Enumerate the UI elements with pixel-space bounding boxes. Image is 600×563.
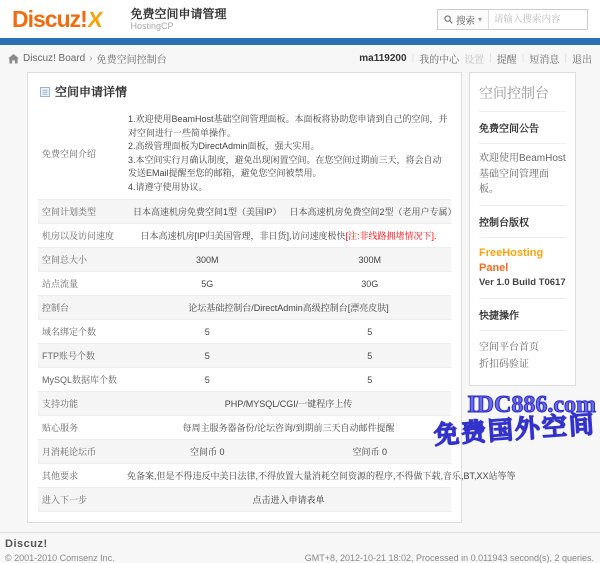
breadcrumb-row — [0, 45, 600, 70]
row-value: 300M — [358, 254, 381, 265]
row-label: 机房以及访问速度 — [42, 231, 115, 241]
page-subtitle: HostingCP — [130, 20, 174, 31]
breadcrumb-site-link[interactable]: Discuz! Board — [23, 53, 86, 64]
row-value: 日本高速机房免费空间1型（美国IP） — [132, 207, 282, 217]
sidebar-title: 空间控制台 — [479, 79, 566, 112]
footer-brand[interactable]: Discuz! — [5, 538, 48, 550]
row-value: 日本高速机房[IP归美国管理，非日货],访问速度极快[注:非线路拥堵情况下]. — [140, 231, 437, 241]
table-row — [38, 440, 451, 464]
row-label: 贴心服务 — [42, 423, 79, 433]
section-title: 空间申请详情 — [55, 85, 128, 99]
row-value: 5 — [204, 326, 210, 337]
row-label: 月消耗论坛币 — [42, 447, 97, 457]
logo-x-icon: X — [86, 6, 105, 32]
breadcrumb-current-link[interactable]: 免费空间控制台 — [96, 55, 167, 66]
row-value: 5 — [367, 350, 373, 361]
nav-bar — [0, 38, 600, 45]
table-row-intro — [38, 108, 451, 200]
row-label: MySQL数据库个数 — [42, 375, 118, 385]
row-label: 域名绑定个数 — [42, 327, 97, 337]
page-title-block — [130, 8, 226, 31]
sidebar-heading-notice: 免费空间公告 — [479, 112, 566, 144]
footer-meta: GMT+8, 2012-10-21 18:02, Processed in 0.011943 second(s), 2 queries. — [304, 553, 594, 563]
sidebar-heading-quick: 快捷操作 — [479, 299, 566, 331]
divider: | — [489, 53, 492, 64]
row-label: 免费空间介绍 — [42, 149, 97, 159]
footer — [0, 533, 600, 563]
chevron-down-icon: ▾ — [477, 15, 482, 24]
row-value: 免备案,但是不得违反中美日法律,不得放置大量消耗空间资源的程序,不得做下载,音乐,BT,XX站等等 — [127, 471, 516, 481]
row-value: 5 — [204, 374, 210, 385]
row-label: 进入下一步 — [42, 495, 88, 505]
row-value: 5G — [201, 278, 214, 289]
row-label: 空间总大小 — [42, 255, 88, 265]
table-row — [38, 488, 451, 512]
row-value: 5 — [367, 326, 373, 337]
intro-line: 4.请遵守使用协议。 — [128, 181, 208, 192]
footer-copyright: © 2001-2010 Comsenz Inc. — [5, 553, 115, 563]
notice-link[interactable]: 提醒 — [496, 55, 517, 66]
search-label: 搜索 — [455, 15, 475, 27]
sidebar-link-discount[interactable]: 折扣码验证 — [479, 358, 529, 370]
search-scope-button[interactable] — [438, 10, 489, 29]
row-value: 论坛基础控制台/DirectAdmin高级控制台[漂亮皮肤] — [188, 303, 389, 313]
sidebar-heading-copyright: 控制台版权 — [479, 206, 566, 238]
watermark-domain: IDC886.com — [467, 392, 596, 418]
sidebar — [469, 72, 576, 386]
intro-line: 3.本空间实行月确认制度，避免出现闲置空间。在您空间过期前三天，将会自动发送EMail提醒至您的邮箱，避免您空间被禁用。 — [128, 154, 442, 178]
sidebar-link-home[interactable]: 空间平台首页 — [479, 341, 539, 353]
table-row — [38, 224, 451, 248]
warning-note: [注:非线路拥堵情况下]. — [345, 231, 437, 241]
table-row — [38, 296, 451, 320]
username-link[interactable]: ma119200 — [359, 53, 407, 64]
pm-link[interactable]: 短消息 — [529, 55, 560, 66]
settings-link[interactable]: 设置 — [464, 55, 485, 66]
table-row — [38, 272, 451, 296]
row-value: 5 — [204, 350, 210, 361]
panel-brand-2: Panel — [479, 261, 509, 274]
table-row — [38, 248, 451, 272]
table-row — [38, 416, 451, 440]
header — [0, 0, 600, 38]
table-row — [38, 344, 451, 368]
row-value: 空间币 0 — [352, 447, 387, 457]
breadcrumb-separator: › — [89, 53, 93, 64]
row-label: 支持功能 — [42, 399, 79, 409]
section-title-row — [40, 83, 451, 100]
table-row — [38, 200, 451, 224]
row-label: 空间计划类型 — [42, 207, 97, 217]
breadcrumb — [8, 51, 167, 66]
sidebar-notice-text: 欢迎使用BeamHost基础空间管理面板。 — [479, 144, 566, 206]
sidebar-panel-info — [479, 238, 566, 299]
row-value: 空间币 0 — [189, 447, 225, 457]
intro-line: 2.高级管理面板为DirectAdmin面板，强大实用。 — [128, 141, 320, 151]
row-value: 300M — [195, 254, 219, 265]
divider: | — [564, 53, 567, 64]
row-value: 日本高速机房免费空间2型（老用户专属） — [289, 207, 457, 217]
sidebar-links — [479, 331, 566, 375]
row-label: 站点流量 — [42, 279, 79, 289]
table-row — [38, 392, 451, 416]
user-bar — [359, 51, 592, 66]
panel-brand-1: FreeHosting — [479, 246, 544, 259]
list-icon — [40, 87, 50, 97]
apply-form-link[interactable]: 点击进入申请表单 — [252, 495, 325, 505]
logo-wordmark: Discuz! — [12, 5, 87, 32]
table-row — [38, 320, 451, 344]
row-value: 每周主服务器备份/论坛咨询/到期前三天自动邮件提醒 — [182, 423, 395, 433]
row-value: 30G — [361, 278, 379, 289]
page-title: 免费空间申请管理 — [130, 6, 227, 21]
table-row — [38, 464, 451, 488]
discuz-logo[interactable] — [12, 5, 105, 33]
row-label: 控制台 — [42, 303, 70, 313]
table-row — [38, 368, 451, 392]
row-value: 5 — [367, 374, 373, 385]
logout-link[interactable]: 退出 — [572, 55, 592, 66]
panel-version: Ver 1.0 Build T0617 — [479, 277, 566, 289]
content-wrapper — [27, 72, 576, 523]
my-center-link[interactable]: 我的中心 — [419, 55, 460, 66]
search-box — [437, 9, 588, 30]
divider: | — [411, 53, 415, 64]
watermark-slogan: 免费国外空间 — [433, 410, 597, 450]
search-input[interactable] — [489, 10, 587, 29]
row-label: 其他要求 — [42, 471, 79, 481]
row-value: PHP/MYSQL/CGI/一键程序上传 — [224, 399, 353, 409]
row-label: FTP账号个数 — [42, 351, 95, 361]
search-icon — [444, 15, 453, 24]
intro-line: 1.欢迎使用BeamHost基础空间管理面板。本面板将协助您申请到自己的空间，并对空间进行一些简单操作。 — [128, 114, 448, 138]
home-icon — [8, 54, 19, 64]
intro-text — [126, 108, 451, 200]
divider: | — [521, 53, 525, 64]
